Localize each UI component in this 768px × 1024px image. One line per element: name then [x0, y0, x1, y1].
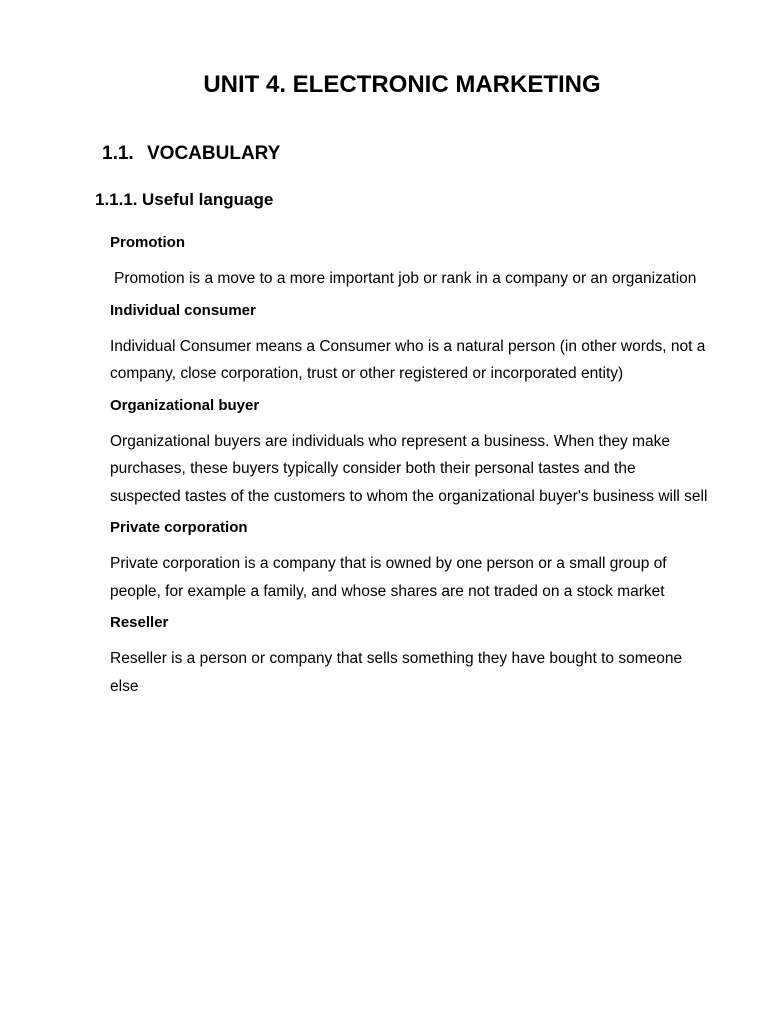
- vocabulary-entry-organizational-buyer: [110, 394, 710, 511]
- section-title: VOCABULARY: [147, 143, 281, 164]
- definition-individual-consumer: Individual Consumer means a Consumer who is a natural person (in other words, not a company, close corporation, trust or other registered or incorporated entity): [110, 337, 706, 382]
- definition-reseller: Reseller is a person or company that sells something they have bought to someone else: [110, 650, 683, 695]
- unit-title: UNIT 4. ELECTRONIC MARKETING: [203, 71, 601, 98]
- definition-private-corporation: Private corporation is a company that is owned by one person or a small group of people, for example a family, and whose shares are not traded on a stock market: [110, 555, 667, 600]
- section-heading: [102, 142, 280, 166]
- term-private-corporation: Private corporation: [110, 519, 248, 536]
- vocabulary-entry-reseller: [110, 611, 710, 700]
- term-reseller: Reseller: [110, 614, 169, 631]
- term-organizational-buyer: Organizational buyer: [110, 396, 260, 414]
- definition-promotion: Promotion is a move to a more important job or rank in a company or an organization: [114, 270, 697, 287]
- term-individual-consumer: Individual consumer: [110, 301, 256, 319]
- definition-organizational-buyer: Organizational buyers are individuals who represent a business. When they make purchases, these buyers typically consider both their personal tastes and the suspected tastes of the customers to whom the organizational buyer's business will sell: [110, 432, 708, 505]
- vocabulary-entry-private-corporation: [110, 516, 710, 605]
- vocabulary-list: [110, 231, 710, 706]
- term-promotion: Promotion: [110, 234, 185, 251]
- vocabulary-entry-individual-consumer: [110, 299, 710, 388]
- section-number: 1.1.: [102, 143, 134, 164]
- vocabulary-entry-promotion: [110, 231, 710, 293]
- subsection-heading: [95, 189, 273, 211]
- subsection-number: 1.1.1.: [95, 190, 138, 209]
- subsection-title: Useful language: [142, 190, 274, 209]
